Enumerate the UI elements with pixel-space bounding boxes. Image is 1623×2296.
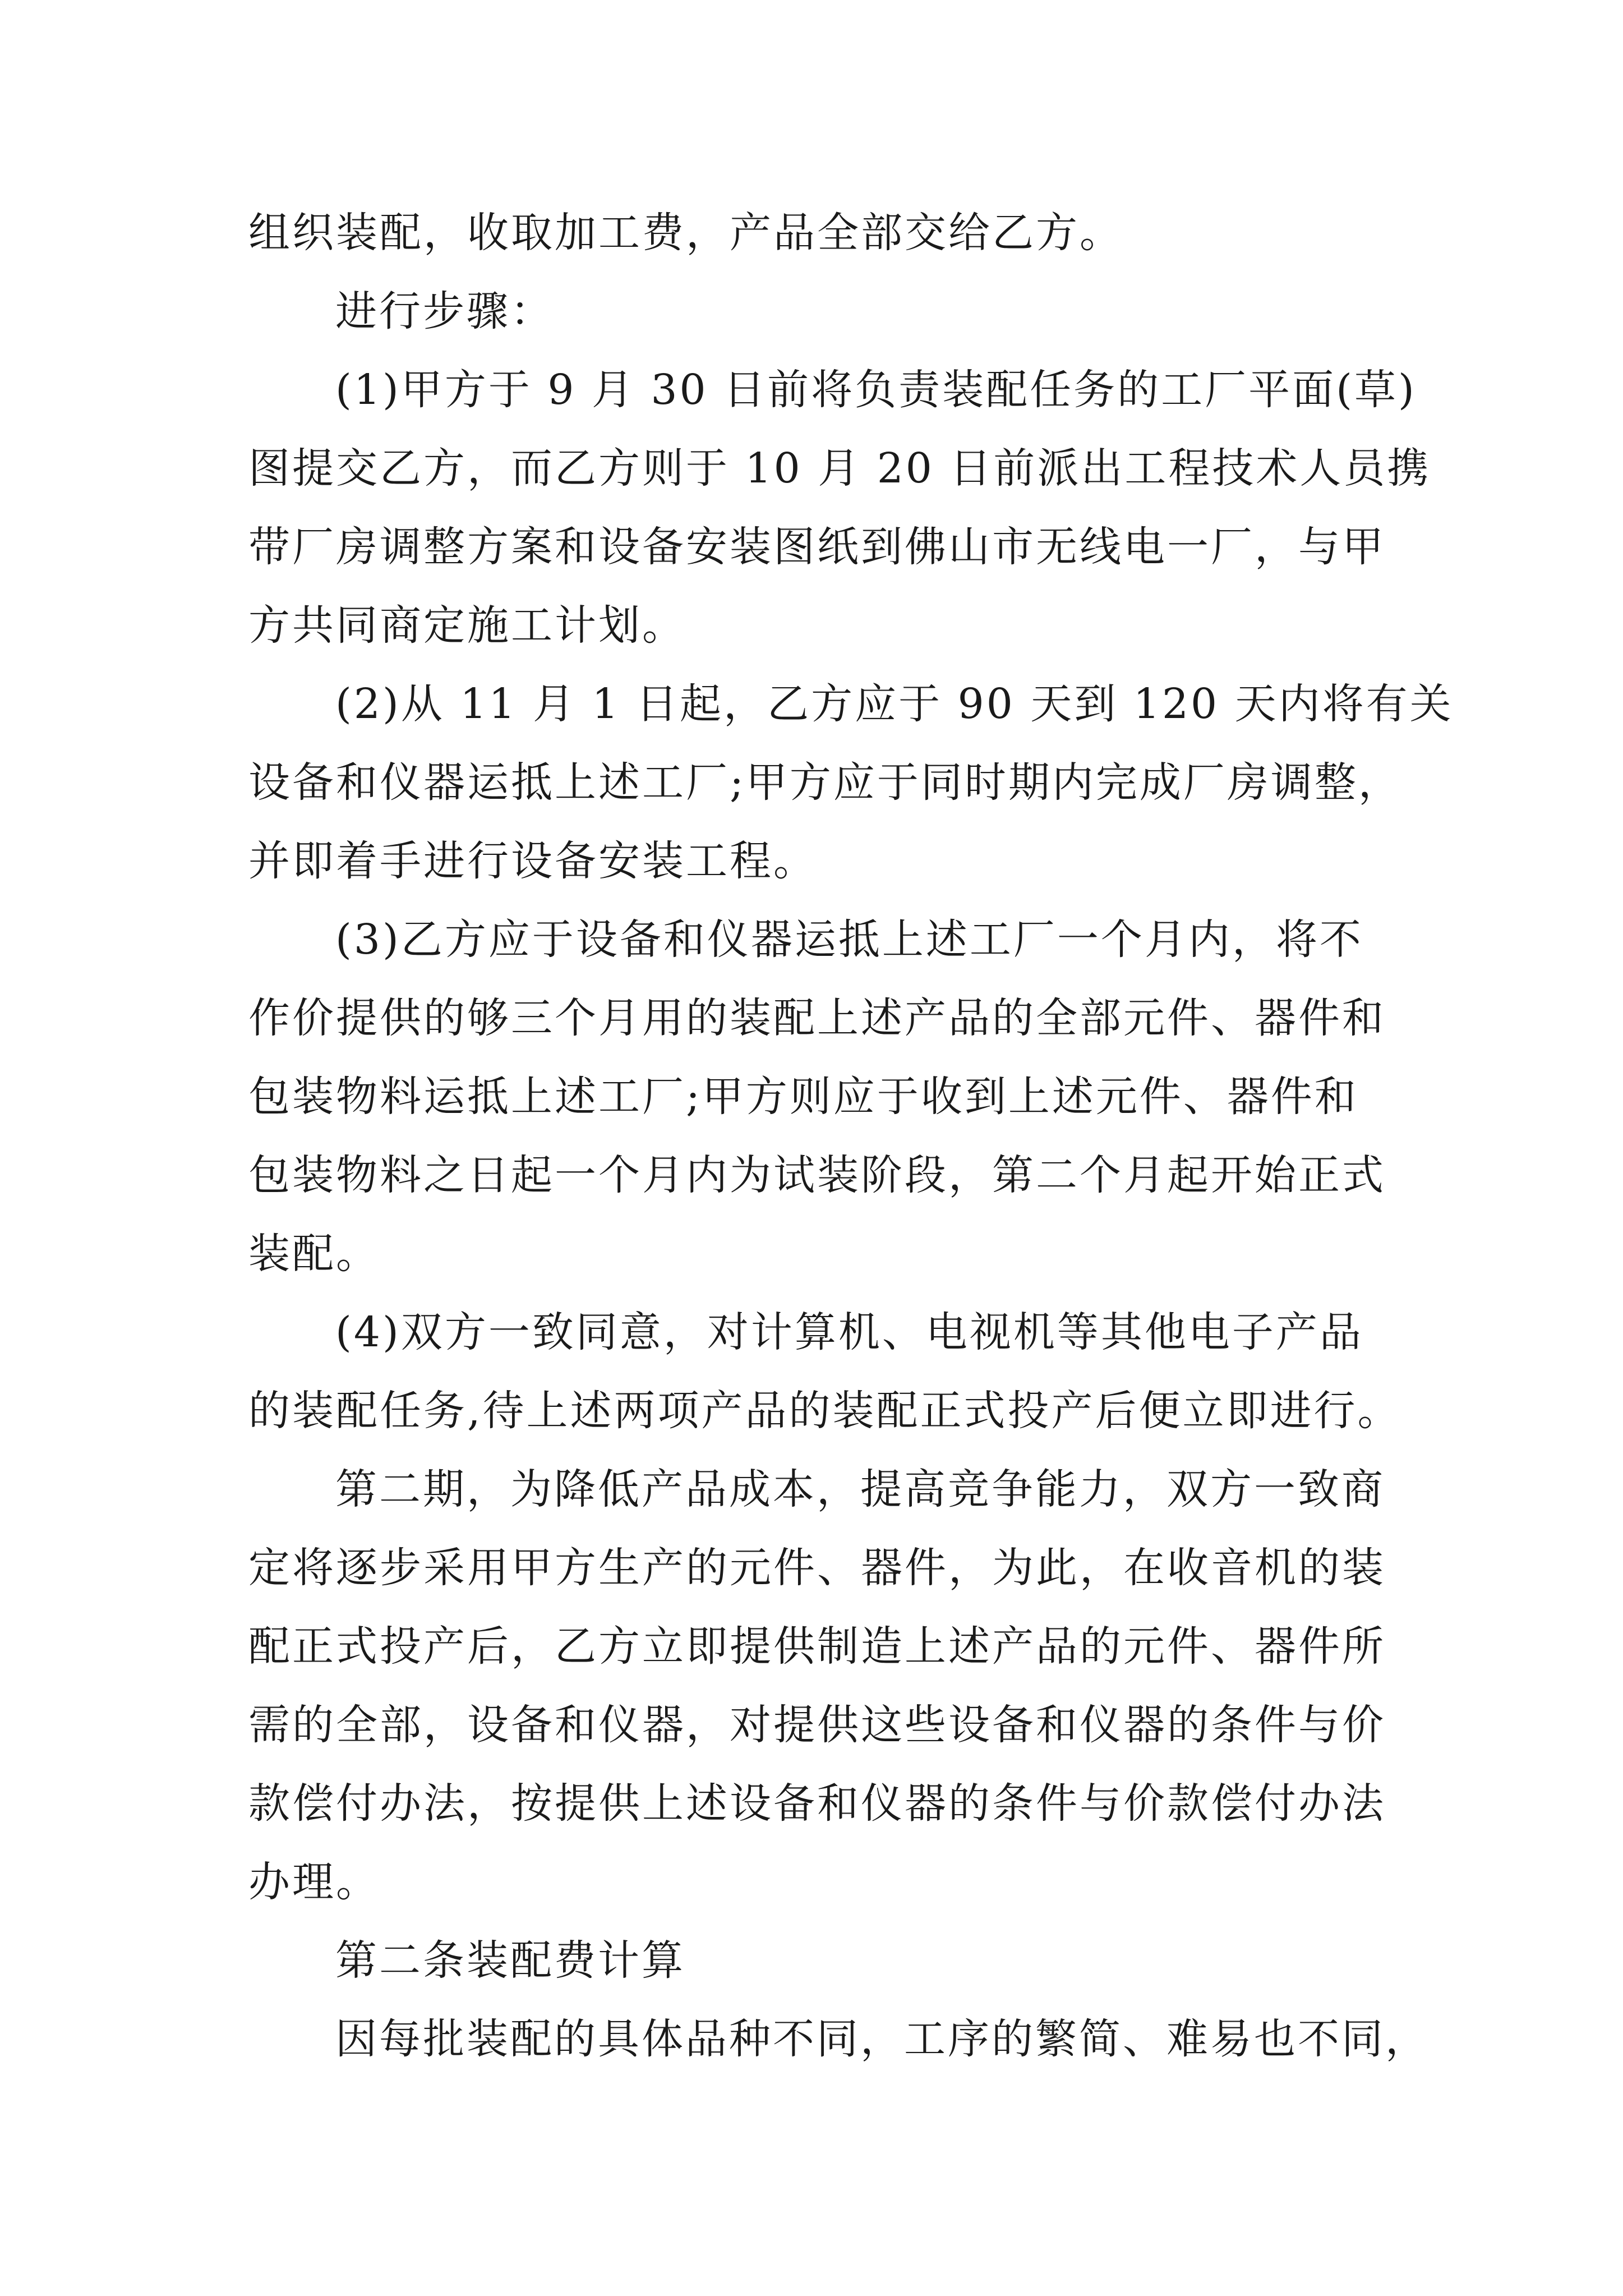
- document-body: [248, 194, 1454, 2078]
- text-line: 方共同商定施工计划。: [248, 601, 686, 650]
- text-line: 图提交乙方，而乙方则于 10 月 20 日前派出工程技术人员携: [248, 444, 1431, 493]
- text-line: (4)双方一致同意，对计算机、电视机等其他电子产品: [335, 1308, 1363, 1356]
- text-line: 需的全部，设备和仪器，对提供这些设备和仪器的条件与价: [248, 1701, 1386, 1749]
- text-line: 办理。: [248, 1858, 380, 1906]
- text-line: 包装物料之日起一个月内为试装阶段，第二个月起开始正式: [248, 1151, 1386, 1199]
- text-line: 款偿付办法，按提供上述设备和仪器的条件与价款偿付办法: [248, 1779, 1386, 1828]
- text-line: 带厂房调整方案和设备安装图纸到佛山市无线电一厂，与甲: [248, 523, 1386, 571]
- text-line: 作价提供的够三个月用的装配上述产品的全部元件、器件和: [248, 994, 1386, 1042]
- text-line: (3)乙方应于设备和仪器运抵上述工厂一个月内，将不: [335, 915, 1363, 964]
- text-line: 的装配任务,待上述两项产品的装配正式投产后便立即进行。: [248, 1387, 1401, 1435]
- text-line: 包装物料运抵上述工厂;甲方则应于收到上述元件、器件和: [248, 1073, 1358, 1121]
- text-line: (1)甲方于 9 月 30 日前将负责装配任务的工厂平面(草): [335, 366, 1417, 414]
- text-line: (2)从 11 月 1 日起，乙方应于 90 天到 120 天内将有关: [335, 680, 1454, 728]
- text-line: 因每批装配的具体品种不同，工序的繁简、难易也不同，: [335, 2015, 1429, 2063]
- text-line: 组织装配，收取加工费，产品全部交给乙方。: [248, 209, 1123, 257]
- text-line: 配正式投产后，乙方立即提供制造上述产品的元件、器件所: [248, 1622, 1386, 1671]
- section-heading: 第二条装配费计算: [335, 1936, 685, 1985]
- text-line: 进行步骤：: [335, 287, 554, 335]
- text-line: 第二期，为降低产品成本，提高竞争能力，双方一致商: [335, 1465, 1385, 1513]
- text-line: 设备和仪器运抵上述工厂;甲方应于同时期内完成厂房调整，: [248, 758, 1402, 807]
- text-line: 定将逐步采用甲方生产的元件、器件，为此，在收音机的装: [248, 1544, 1386, 1592]
- text-line: 并即着手进行设备安装工程。: [248, 837, 817, 885]
- text-line: 装配。: [248, 1230, 380, 1278]
